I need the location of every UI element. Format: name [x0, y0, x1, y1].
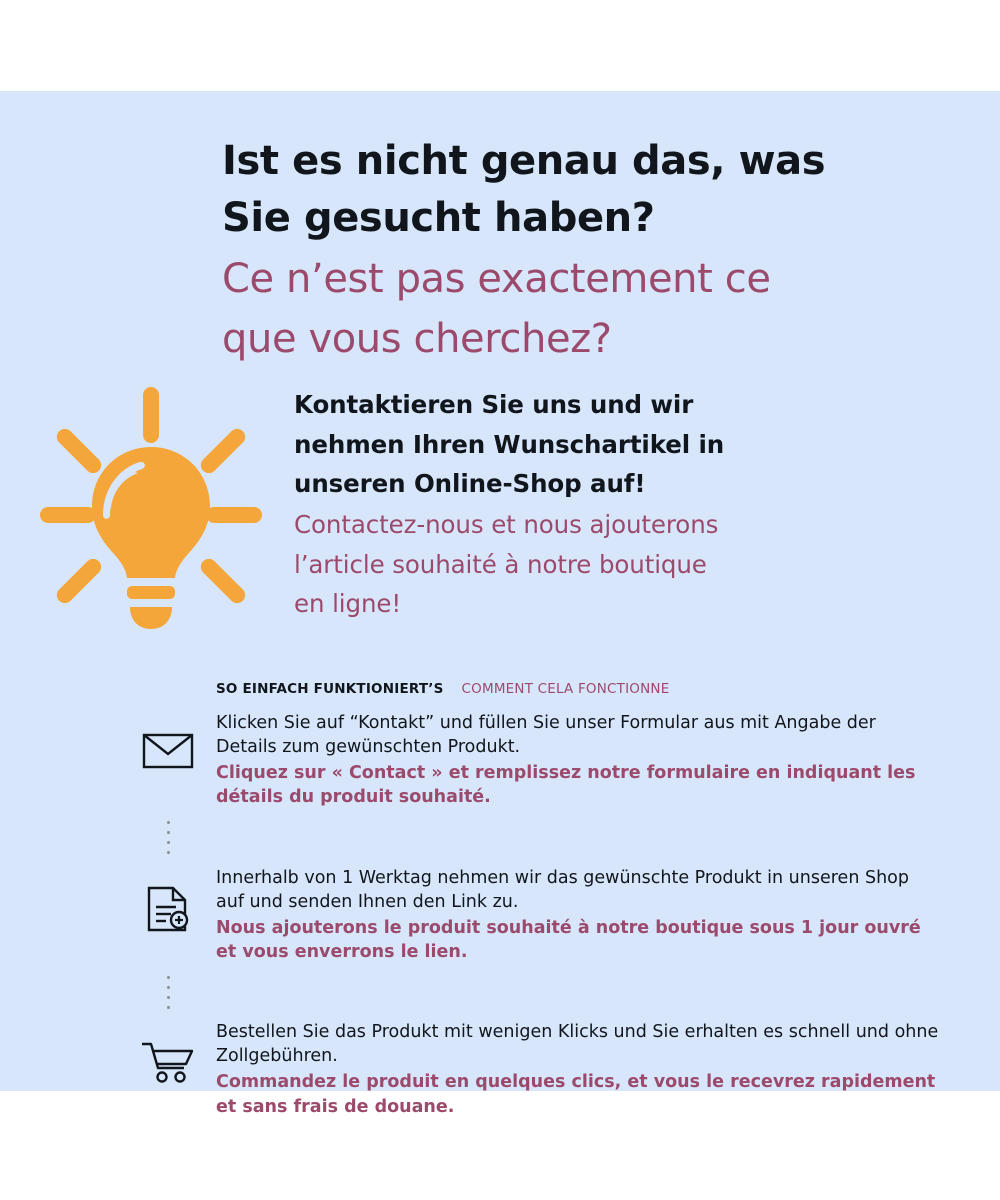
- step-text-french: Nous ajouterons le produit souhaité à notre boutique sous 1 jour ouvré et vous enverrons le lien.: [216, 917, 921, 962]
- intro-german-line-1: Kontaktieren Sie uns und wir: [294, 390, 694, 419]
- intro-german-line-3: unseren Online-Shop auf!: [294, 469, 646, 499]
- connector-dot: [167, 831, 170, 834]
- headline-french: [222, 249, 942, 369]
- step-text-german: Klicken Sie auf “Kontakt” und füllen Sie unser Formular aus mit Angabe der Details zum gewünschten Produkt.: [216, 713, 876, 758]
- how-it-works-header: [216, 681, 669, 697]
- step-item: [120, 1020, 940, 1119]
- shopping-cart-icon: [140, 1040, 196, 1084]
- intro-french-line-2: l’article souhaité à notre boutique: [294, 549, 707, 579]
- headline-french-line-2: que vous cherchez?: [222, 315, 612, 362]
- connector-dot: [167, 1006, 170, 1009]
- step-item: [120, 711, 940, 810]
- intro-french-line-1: Contactez-nous et nous ajouterons: [294, 510, 719, 540]
- lightbulb-illustration: [30, 381, 270, 641]
- intro-french: [294, 505, 894, 624]
- dotted-connector: [120, 810, 216, 866]
- headline-german: [222, 133, 942, 247]
- headline-block: [222, 133, 942, 369]
- connector-dot: [167, 841, 170, 844]
- how-it-works-french-label: COMMENT CELA FONCTIONNE: [461, 681, 670, 697]
- lightbulb-icon: [30, 381, 270, 641]
- intro-french-line-3: en ligne!: [294, 589, 402, 619]
- intro-block: [294, 385, 894, 624]
- step-icon-wrap: [120, 711, 216, 771]
- step-text-french: Cliquez sur « Contact » et remplissez notre formulaire en indiquant les détails du produit souhaité.: [216, 763, 916, 808]
- how-it-works-german-label: SO EINFACH FUNKTIONIERT’S: [216, 681, 444, 697]
- connector-dot: [167, 986, 170, 989]
- connector-dot: [167, 851, 170, 854]
- step-text-german: Innerhalb von 1 Werktag nehmen wir das gewünschte Produkt in unseren Shop auf und senden Ihnen den Link zu.: [216, 867, 909, 912]
- step-text: [216, 1020, 940, 1119]
- step-text-french: Commandez le produit en quelques clics, et vous le recevrez rapidement et sans frais de douane.: [216, 1072, 936, 1117]
- envelope-icon: [142, 731, 194, 771]
- step-connector: [120, 810, 940, 866]
- step-text-german: Bestellen Sie das Produkt mit wenigen Klicks und Sie erhalten es schnell und ohne Zollgebühren.: [216, 1022, 939, 1067]
- step-icon-wrap: [120, 866, 216, 932]
- intro-german-line-2: nehmen Ihren Wunschartikel in: [294, 429, 725, 459]
- step-connector: [120, 964, 940, 1020]
- intro-german: [294, 385, 894, 504]
- promo-banner: [0, 91, 1000, 1117]
- step-text: [216, 866, 940, 965]
- step-item: [120, 866, 940, 965]
- step-icon-wrap: [120, 1020, 216, 1084]
- headline-french-line-1: Ce n’est pas exactement ce: [222, 255, 771, 302]
- dotted-connector: [120, 964, 216, 1020]
- connector-dot: [167, 821, 170, 824]
- connector-dot: [167, 996, 170, 999]
- headline-german-line-2: Sie gesucht haben?: [222, 194, 655, 241]
- document-add-icon: [145, 886, 191, 932]
- step-text: [216, 711, 940, 810]
- connector-dot: [167, 976, 170, 979]
- headline-german-line-1: Ist es nicht genau das, was: [222, 138, 826, 184]
- steps-list: [120, 711, 940, 1119]
